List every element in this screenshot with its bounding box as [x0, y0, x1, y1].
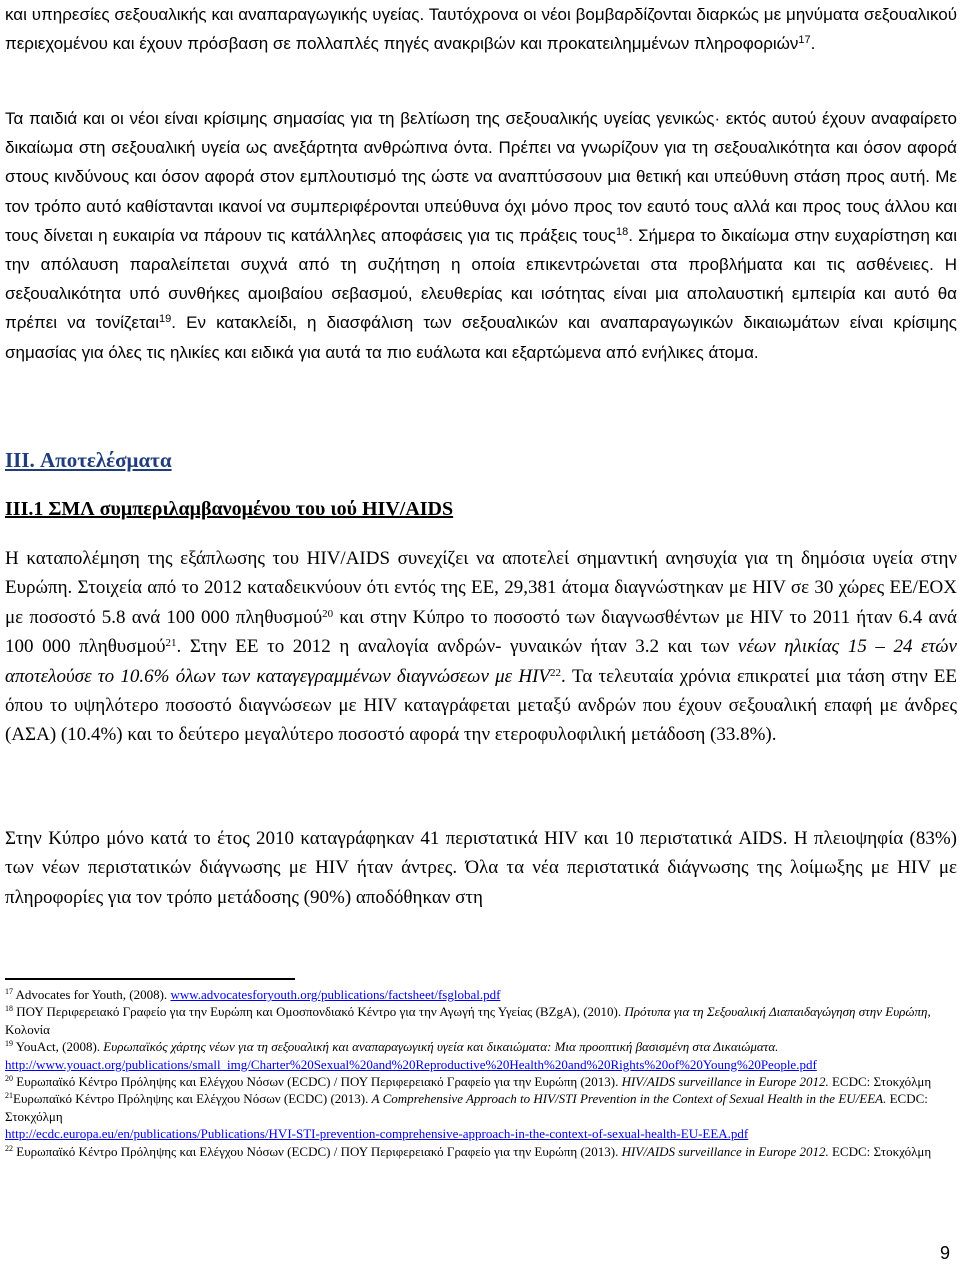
footnote-link[interactable]: http://ecdc.europa.eu/en/publications/Publications/HVI-STI-prevention-comprehensive-approach-in-the-context-of-sexual-health-EU-EEA.pdf	[5, 1126, 749, 1142]
footnote-separator	[5, 978, 295, 980]
footnote-22	[5, 1143, 957, 1160]
footnote-text: YouAct, (2008).	[13, 1039, 104, 1055]
subsection-heading: III.1 ΣΜΛ συμπεριλαμβανομένου του ιού HIV/AIDS	[5, 498, 454, 520]
footnote-ref-22[interactable]: 22	[550, 666, 562, 679]
footnote-number: 19	[5, 1039, 13, 1049]
paragraph-text: . Σήμερα το δικαίωμα στην ευχαρίστηση και την απόλαυση παραλείπεται συχνά από τη συζήτηση η οποία επικεντρώνεται στα προβλήματα και τις ασθένειες. Η σεξουαλικότητα υπό συνθήκες αμοιβαίου σεβασμού, ελευθερίας και ισότητας είναι μια απολαυστική εμπειρία και αυτό θα πρέπει να τονίζεται	[5, 225, 957, 333]
footnote-text: Ευρωπαϊκό Κέντρο Πρόληψης και Ελέγχου Νόσων (ECDC) / ΠΟΥ Περιφερειακό Γραφείο για την Ευρώπη (2013).	[13, 1143, 622, 1159]
paragraph-text: και στην Κύπρο το ποσοστό των διαγνωσθέντων με HIV το 2011 ήταν 6.4 ανά 100 000 πληθυσμού	[5, 606, 957, 658]
footnote-ref-18[interactable]: 18	[615, 225, 629, 238]
page-number: 9	[940, 1243, 951, 1263]
footnote-text: Κολονία	[5, 1021, 50, 1037]
paragraph-italic-text: νέων ηλικίας 15 – 24 ετών αποτελούσε το 10.6% όλων των καταγεγραμμένων διαγνώσεων με HIV	[5, 636, 957, 687]
footnote-italic-text: HIV/AIDS surveillance in Europe 2012.	[621, 1074, 829, 1090]
footnote-ref-17[interactable]: 17	[798, 34, 811, 47]
footnote-21	[5, 1090, 957, 1142]
paragraph-hiv-europe	[5, 544, 957, 750]
paragraph-text: .	[810, 34, 816, 54]
paragraph-text: . Τα τελευταία χρόνια επικρατεί μια τάση στην ΕΕ όπου το υψηλότερο ποσοστό διαγνώσεων με HIV καταγράφεται μεταξύ ανδρών που έχουν σεξουαλική επαφή με άνδρες (ΑΣΑ) (10.4%) και το δεύτερο μεγαλύτερο ποσοστό αφορά την ετεροφυλοφιλική μετάδοση (33.8%).	[5, 665, 957, 746]
footnote-ref-21[interactable]: 21	[165, 637, 177, 650]
footnote-text: ECDC: Στοκχόλμη	[828, 1074, 932, 1090]
footnotes	[5, 986, 957, 1160]
paragraph-text: Η καταπολέμηση της εξάπλωσης του HIV/AIDS συνεχίζει να αποτελεί σημαντική ανησυχία για τη δημόσια υγεία στην Ευρώπη. Στοιχεία από το 2012 καταδεικνύουν ότι εντός της ΕΕ, 29,381 άτομα διαγνώστηκαν με HIV σε 30 χώρες ΕΕ/ΕΟΧ με ποσοστό 5.8 ανά 100 000 πληθυσμού	[5, 548, 957, 628]
footnote-text: Ευρωπαϊκό Κέντρο Πρόληψης και Ελέγχου Νόσων (ECDC) / ΠΟΥ Περιφερειακό Γραφείο για την Ευρώπη (2013).	[13, 1074, 622, 1090]
footnote-number: 22	[5, 1143, 13, 1153]
footnote-number: 20	[5, 1074, 13, 1084]
footnote-19	[5, 1038, 957, 1073]
footnote-ref-20[interactable]: 20	[322, 607, 334, 620]
footnote-italic-text: Πρότυπα για τη Σεξουαλική Διαπαιδαγώγηση στην Ευρώπη,	[624, 1004, 931, 1020]
footnote-text: ECDC: Στοκχόλμη	[828, 1143, 932, 1159]
footnote-text: ECDC: Στοκχόλμη	[5, 1091, 928, 1124]
footnote-italic-text: HIV/AIDS surveillance in Europe 2012.	[621, 1143, 829, 1159]
footnote-italic-text: Ευρωπαϊκός χάρτης νέων για τη σεξουαλική και αναπαραγωγική υγεία και δικαιώματα: Μια προοπτική βασισμένη στα Δικαιώματα.	[103, 1039, 779, 1055]
footnote-number: 17	[5, 987, 13, 996]
footnote-number: 18	[5, 1004, 13, 1014]
footnote-link[interactable]: www.advocatesforyouth.org/publications/factsheet/fsglobal.pdf	[170, 987, 501, 1002]
footnote-number: 21	[5, 1091, 13, 1101]
paragraph-sexual-health-services	[5, 0, 957, 58]
paragraph-children-and-youth	[5, 104, 957, 367]
paragraph-text: . Εν κατακλείδι, η διασφάλιση των σεξουαλικών και αναπαραγωγικών δικαιωμάτων είναι κρίσιμης σημασίας για όλες τις ηλικίες και ειδικά για αυτά τα πιο ευάλωτα και εξαρτώμενα από ενήλικες άτομα.	[5, 313, 957, 362]
footnote-italic-text: A Comprehensive Approach to HIV/STI Prevention in the Context of Sexual Health in the EU/EEA.	[371, 1091, 887, 1107]
footnote-18	[5, 1003, 957, 1038]
section-heading: III. Αποτελέσματα	[5, 448, 172, 472]
footnote-link[interactable]: http://www.youact.org/publications/small_img/Charter%20Sexual%20and%20Reproductive%20Health%20and%20Rights%20of%20Young%20People.pdf	[5, 1056, 817, 1072]
paragraph-hiv-cyprus: Στην Κύπρο μόνο κατά το έτος 2010 καταγράφηκαν 41 περιστατικά HIV και 10 περιστατικά AIDS. Η πλειοψηφία (83%) των νέων περιστατικών διάγνωσης με HIV ήταν άντρες. Όλα τα νέα περιστατικά διάγνωσης της λοίμωξης με HIV με πληροφορίες για τον τρόπο μετάδοσης (90%) αποδόθηκαν στη	[5, 828, 957, 908]
footnote-ref-19[interactable]: 19	[159, 313, 172, 326]
paragraph-text: Τα παιδιά και οι νέοι είναι κρίσιμης σημασίας για τη βελτίωση της σεξουαλικής υγείας γενικώς· εκτός αυτού έχουν αναφαίρετο δικαίωμα στη σεξουαλική υγεία ως ανεξάρτητα ανθρώπινα όντα. Πρέπει να γνωρίζουν για τη σεξουαλικότητα και όσον αφορά στους κινδύνους και όσον αφορά στον εμπλουτισμό της ώστε να αναπτύσσουν μια θετική και υπεύθυνη στάση προς αυτή. Με τον τρόπο αυτό καθίστανται ικανοί να συμπεριφέρονται υπεύθυνα όχι μόνο προς τον εαυτό τους αλλά και προς τους άλλου και τους δίνεται η ευκαιρία να πάρουν τις κατάλληλες αποφάσεις για τις πράξεις τους	[5, 109, 957, 245]
footnote-17	[5, 986, 957, 1003]
footnote-20	[5, 1073, 957, 1090]
footnote-text: Advocates for Youth, (2008).	[13, 987, 171, 1002]
footnote-text: Ευρωπαϊκό Κέντρο Πρόληψης και Ελέγχου Νόσων (ECDC) (2013).	[13, 1091, 372, 1107]
paragraph-text: και υπηρεσίες σεξουαλικής και αναπαραγωγικής υγείας. Ταυτόχρονα οι νέοι βομβαρδίζονται διαρκώς με μηνύματα σεξουαλικού περιεχομένου και έχουν πρόσβαση σε πολλαπλές πηγές ανακριβών και προκατειλημμένων πληροφοριών	[5, 5, 957, 54]
footnote-text: ΠΟΥ Περιφερειακό Γραφείο για την Ευρώπη και Ομοσπονδιακό Κέντρο για την Αγωγή της Υγείας (BZgA), (2010).	[13, 1004, 625, 1020]
paragraph-text: . Στην ΕΕ το 2012 η αναλογία ανδρών- γυναικών ήταν 3.2 και των	[176, 636, 738, 658]
